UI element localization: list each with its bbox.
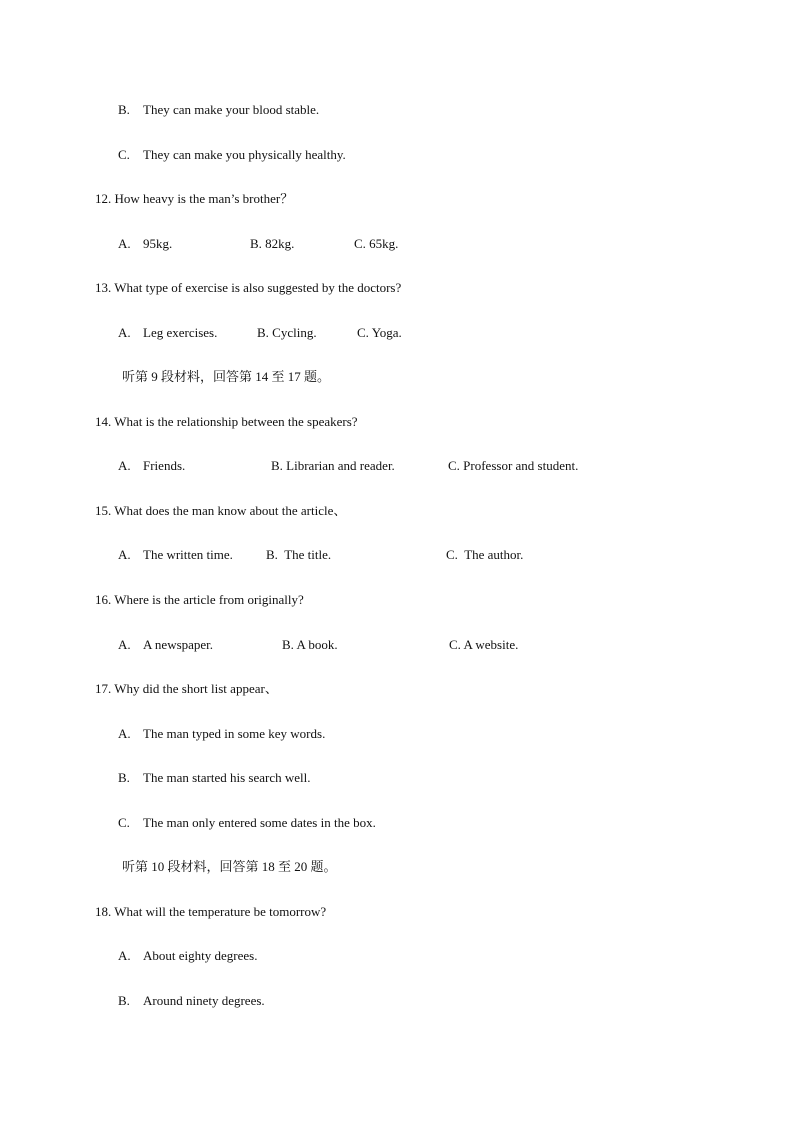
- option-letter: A.: [118, 547, 131, 562]
- q11-option-b: [118, 102, 319, 118]
- option-letter: B.: [118, 102, 130, 117]
- q16-option-c: [449, 637, 518, 653]
- option-text: They can make your blood stable.: [143, 102, 320, 117]
- option-text: Professor and student.: [463, 458, 579, 473]
- option-letter: C.: [446, 547, 458, 562]
- option-letter: A.: [118, 637, 131, 652]
- q15-option-b: [266, 547, 331, 563]
- option-letter: C.: [118, 815, 130, 830]
- option-text: Yoga.: [371, 325, 402, 340]
- option-text: The man started his search well.: [143, 770, 311, 785]
- q12-options: [118, 236, 718, 252]
- option-letter: A.: [118, 726, 131, 741]
- q15-option-a: [118, 547, 233, 563]
- option-letter: B.: [257, 325, 269, 340]
- option-letter: A.: [118, 325, 131, 340]
- option-text: Leg exercises.: [143, 325, 218, 340]
- q13-options: [118, 325, 718, 341]
- q17-option-b: [118, 770, 311, 786]
- q12-option-a: [118, 236, 172, 252]
- q16-options: [118, 637, 718, 653]
- option-letter: B.: [118, 993, 130, 1008]
- option-text: 82kg.: [265, 236, 295, 251]
- question-16: 16. Where is the article from originally?: [95, 592, 304, 607]
- section-heading-9: 听第 9 段材料，回答第 14 至 17 题。: [122, 369, 331, 384]
- option-letter: C.: [449, 637, 461, 652]
- option-text: Friends.: [143, 458, 186, 473]
- option-letter: A.: [118, 458, 131, 473]
- option-letter: A.: [118, 236, 131, 251]
- q13-option-c: [357, 325, 402, 341]
- option-letter: B.: [266, 547, 278, 562]
- option-text: A book.: [296, 637, 338, 652]
- option-letter: B.: [118, 770, 130, 785]
- q18-option-b: [118, 993, 265, 1009]
- option-letter: B.: [250, 236, 262, 251]
- option-text: The written time.: [143, 547, 233, 562]
- option-letter: C.: [448, 458, 460, 473]
- option-text: About eighty degrees.: [143, 948, 258, 963]
- q17-option-a: [118, 726, 325, 742]
- option-text: The man typed in some key words.: [143, 726, 326, 741]
- question-13: 13. What type of exercise is also suggested by the doctors?: [95, 280, 402, 295]
- question-17: 17. Why did the short list appear、: [95, 681, 278, 696]
- option-text: Around ninety degrees.: [143, 993, 265, 1008]
- option-text: A newspaper.: [143, 637, 214, 652]
- q14-option-b: [271, 458, 395, 474]
- q13-option-a: [118, 325, 217, 341]
- option-text: Cycling.: [272, 325, 317, 340]
- q14-options: [118, 458, 718, 474]
- q12-option-b: [250, 236, 294, 252]
- option-letter: A.: [118, 948, 131, 963]
- question-14: 14. What is the relationship between the speakers?: [95, 414, 358, 429]
- question-18: 18. What will the temperature be tomorrow?: [95, 904, 327, 919]
- q12-option-c: [354, 236, 398, 252]
- q18-option-a: [118, 948, 257, 964]
- q11-option-c: [118, 147, 346, 163]
- option-letter: B.: [271, 458, 283, 473]
- option-text: Librarian and reader.: [286, 458, 395, 473]
- q15-options: [118, 547, 718, 563]
- option-text: 95kg.: [143, 236, 173, 251]
- question-12: 12. How heavy is the man’s brother？: [95, 191, 294, 206]
- q17-option-c: [118, 815, 376, 831]
- q16-option-a: [118, 637, 213, 653]
- q13-option-b: [257, 325, 317, 341]
- option-text: The author.: [464, 547, 524, 562]
- section-heading-10: 听第 10 段材料，回答第 18 至 20 题。: [122, 859, 337, 874]
- q15-option-c: [446, 547, 523, 563]
- option-letter: C.: [357, 325, 369, 340]
- option-text: They can make you physically healthy.: [143, 147, 346, 162]
- option-letter: B.: [282, 637, 294, 652]
- option-text: 65kg.: [369, 236, 399, 251]
- option-letter: C.: [118, 147, 130, 162]
- q16-option-b: [282, 637, 338, 653]
- question-15: 15. What does the man know about the article、: [95, 503, 347, 518]
- option-text: The man only entered some dates in the box.: [143, 815, 376, 830]
- option-text: A website.: [463, 637, 519, 652]
- option-text: The title.: [284, 547, 332, 562]
- option-letter: C.: [354, 236, 366, 251]
- q14-option-a: [118, 458, 185, 474]
- q14-option-c: [448, 458, 578, 474]
